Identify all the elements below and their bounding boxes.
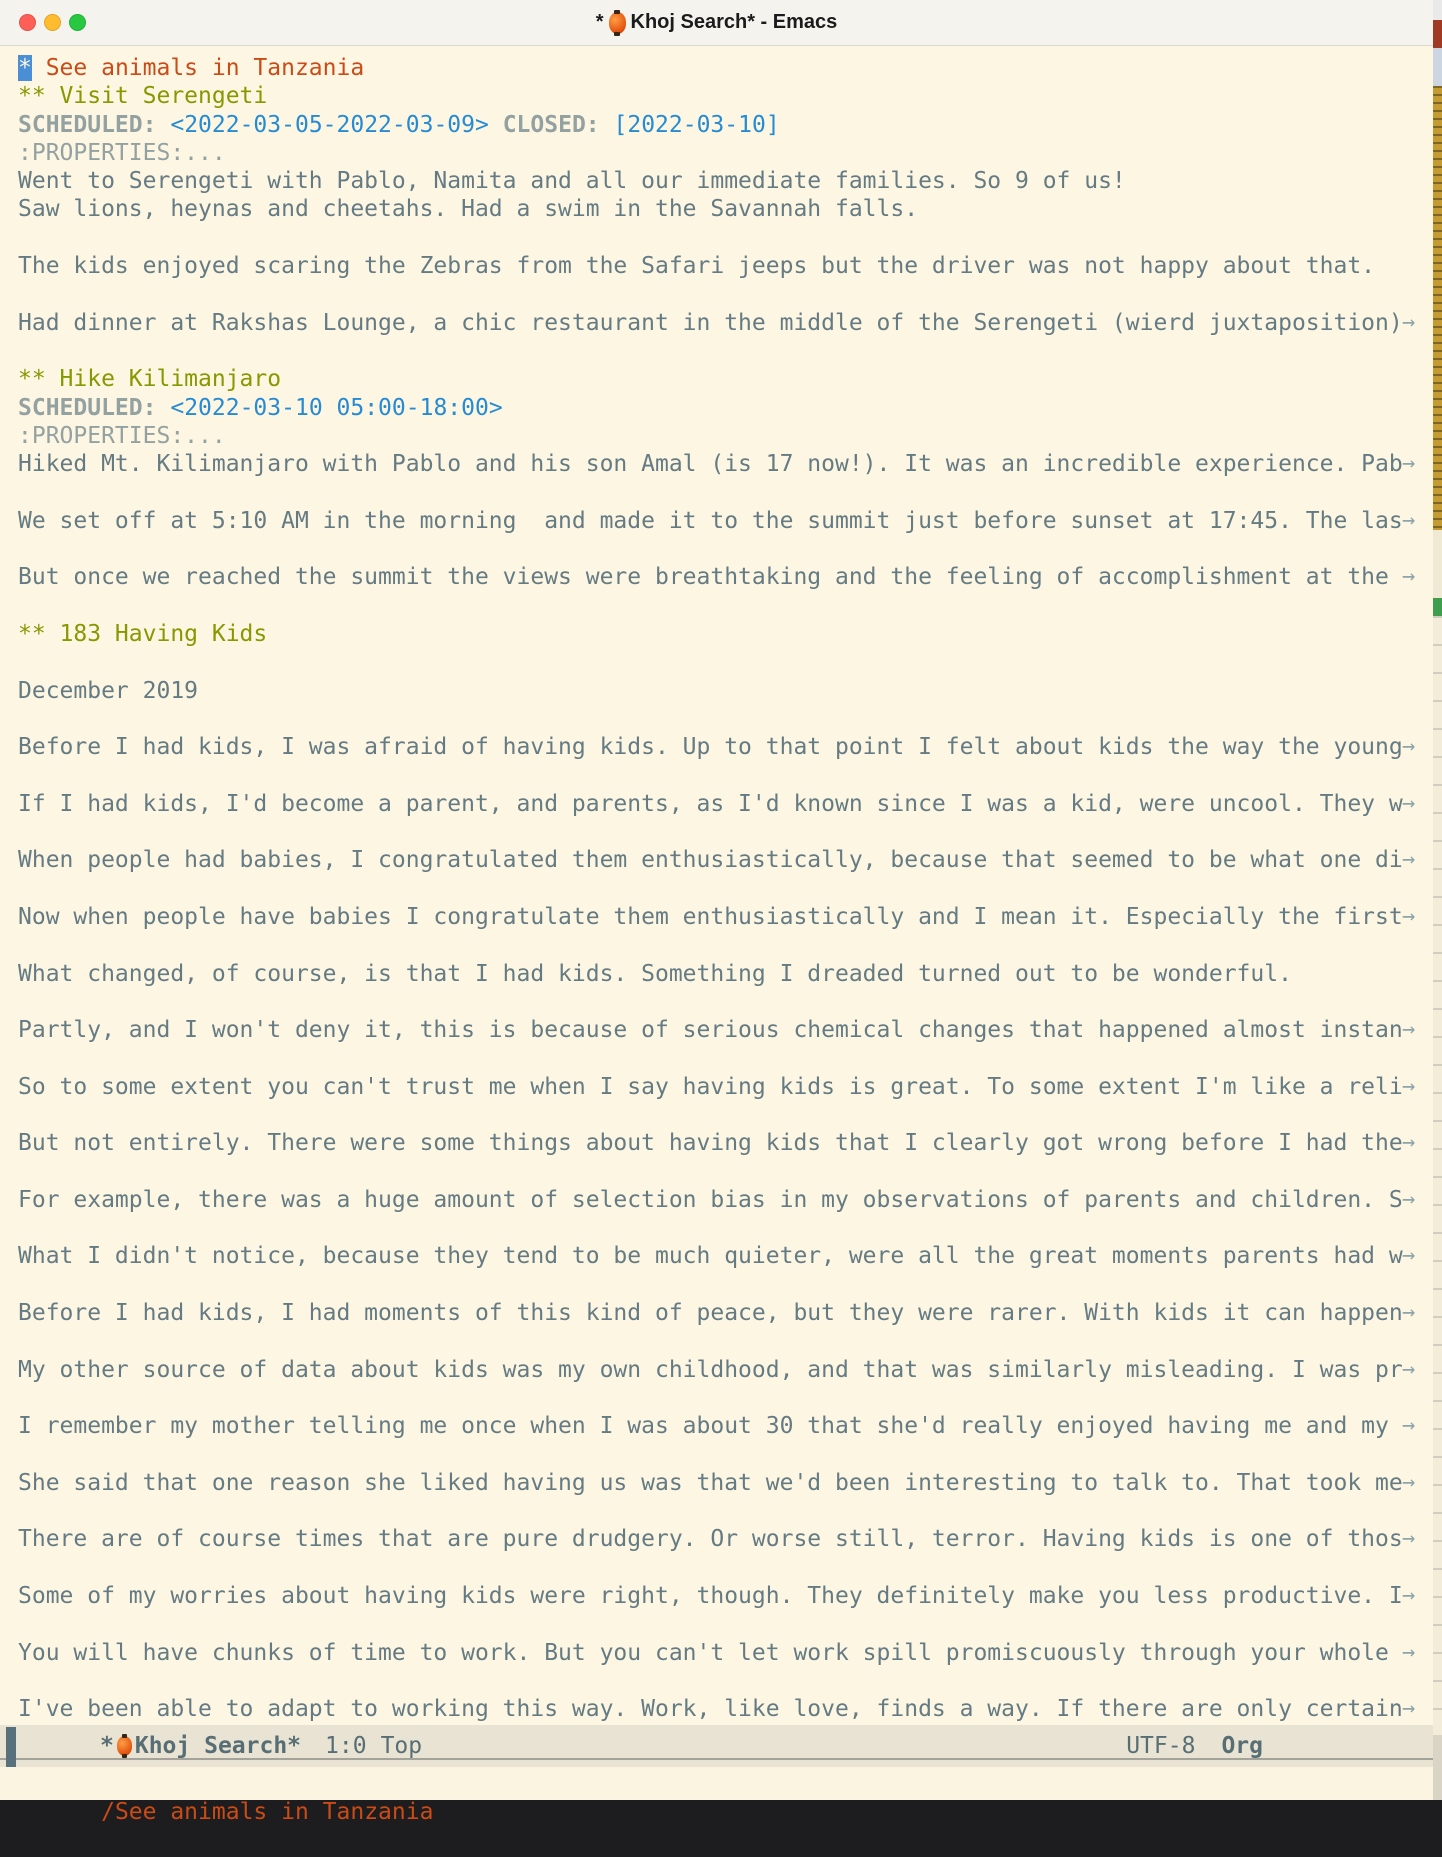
- buffer-line: [18, 705, 1433, 733]
- truncation-arrow-icon: →: [1402, 1696, 1416, 1722]
- buffer-line: [18, 648, 1433, 676]
- buffer-line: [18, 54, 1433, 82]
- buffer-text: Hiked Mt. Kilimanjaro with Pablo and his son Amal (is 17 now!). It was an incredible experience. Pab: [18, 451, 1403, 478]
- truncation-arrow-icon: →: [1402, 1243, 1416, 1269]
- minibuffer-text: /See animals in Tanzania: [101, 1799, 434, 1825]
- buffer-text: What changed, of course, is that I had kids. Something I dreaded turned out to be wonderful.: [18, 960, 1292, 987]
- truncation-arrow-icon: →: [1402, 734, 1416, 760]
- buffer-line: [18, 1242, 1433, 1270]
- buffer-line: [18, 1214, 1433, 1242]
- buffer-text: :PROPERTIES:...: [18, 139, 226, 166]
- buffer-line: [18, 1186, 1433, 1214]
- buffer-line: [18, 1101, 1433, 1129]
- buffer-text: See animals in Tanzania: [31, 55, 365, 81]
- buffer-text: ** Hike Kilimanjaro: [18, 366, 282, 393]
- truncation-arrow-icon: →: [1402, 1639, 1416, 1665]
- mode-line-left: [100, 1733, 422, 1759]
- truncation-arrow-icon: →: [1402, 1130, 1416, 1156]
- truncation-arrow-icon: →: [1402, 1413, 1416, 1439]
- buffer-line: [18, 252, 1433, 280]
- buffer-text: <2022-03-10 05:00-18:00>: [170, 394, 503, 421]
- buffer-line: [18, 761, 1433, 789]
- buffer-text: ** Visit Serengeti: [18, 83, 268, 110]
- traffic-lights: [19, 14, 86, 31]
- truncation-arrow-icon: →: [1402, 507, 1416, 533]
- buffer-text: <2022-03-05-2022-03-09>: [170, 111, 489, 138]
- buffer-line: [18, 111, 1433, 139]
- buffer-line: [18, 337, 1433, 365]
- buffer-name-prefix: *: [100, 1733, 114, 1759]
- truncation-arrow-icon: →: [1402, 1186, 1416, 1212]
- buffer-line: [18, 167, 1433, 195]
- buffer-text: But once we reached the summit the views were breathtaking and the feeling of accomplishment at the: [18, 564, 1403, 591]
- buffer-text: When people had babies, I congratulated them enthusiastically, because that seemed to be what one di: [18, 847, 1403, 874]
- buffer-text: Now when people have babies I congratulate them enthusiastically and I mean it. Especially the first: [18, 903, 1403, 930]
- cursor-position: 1:0: [325, 1733, 367, 1759]
- buffer-text: Saw lions, heynas and cheetahs. Had a swim in the Savannah falls.: [18, 196, 919, 223]
- buffer-text: Before I had kids, I had moments of this kind of peace, but they were rarer. With kids it can happen: [18, 1300, 1403, 1327]
- buffer-text: The kids enjoyed scaring the Zebras from the Safari jeeps but the driver was not happy about that.: [18, 253, 1376, 280]
- encoding-label: UTF-8: [1126, 1733, 1196, 1759]
- buffer-line: [18, 790, 1433, 818]
- buffer-text: For example, there was a huge amount of selection bias in my observations of parents and children. S: [18, 1186, 1403, 1213]
- buffer-text: Went to Serengeti with Pablo, Namita and all our immediate families. So 9 of us!: [18, 168, 1126, 195]
- buffer-line: [18, 592, 1433, 620]
- buffer-line: [18, 1158, 1433, 1186]
- buffer-text: My other source of data about kids was my own childhood, and that was similarly misleading. I was pr: [18, 1356, 1403, 1383]
- buffer-line: [18, 1667, 1433, 1695]
- title-prefix: *: [595, 11, 604, 33]
- buffer-line: [18, 818, 1433, 846]
- sliver-segment: [1433, 48, 1442, 86]
- buffer-line: [18, 1299, 1433, 1327]
- buffer-text: Before I had kids, I was afraid of having kids. Up to that point I felt about kids the way the young: [18, 734, 1403, 761]
- lantern-icon: [609, 12, 626, 34]
- buffer-text: Some of my worries about having kids were right, though. They definitely make you less productive. I: [18, 1583, 1403, 1610]
- truncation-arrow-icon: →: [1402, 1469, 1416, 1495]
- title-text: Khoj Search* - Emacs: [630, 11, 838, 33]
- buffer-text: We set off at 5:10 AM in the morning and made it to the summit just before sunset at 17:45. The las: [18, 507, 1403, 534]
- mode-line-right: [1126, 1733, 1263, 1759]
- buffer-line: [18, 1384, 1433, 1412]
- buffer-line: [18, 507, 1433, 535]
- buffer-line: [18, 960, 1433, 988]
- close-button[interactable]: [19, 14, 36, 31]
- buffer-line: [18, 1639, 1433, 1667]
- buffer-line: [18, 450, 1433, 478]
- buffer-line: [18, 677, 1433, 705]
- truncation-arrow-icon: →: [1402, 564, 1416, 590]
- buffer-line: [18, 1073, 1433, 1101]
- truncation-arrow-icon: →: [1402, 1356, 1416, 1382]
- buffer-line: [18, 1327, 1433, 1355]
- buffer-line: [18, 620, 1433, 648]
- truncation-arrow-icon: →: [1402, 1017, 1416, 1043]
- buffer-text: You will have chunks of time to work. But you can't let work spill promiscuously through your whole: [18, 1639, 1403, 1666]
- buffer-line: [18, 195, 1433, 223]
- buffer-line: [18, 394, 1433, 422]
- buffer-line: [18, 535, 1433, 563]
- buffer-line: [18, 1497, 1433, 1525]
- truncation-arrow-icon: →: [1402, 903, 1416, 929]
- mode-line-scroll-indicator[interactable]: [6, 1727, 16, 1767]
- mode-line: [0, 1725, 1433, 1767]
- truncation-arrow-icon: →: [1402, 790, 1416, 816]
- buffer-line: [18, 280, 1433, 308]
- buffer-line: [18, 1356, 1433, 1384]
- window-title: [596, 11, 838, 34]
- text-cursor: *: [18, 55, 32, 81]
- sliver-segment: [1433, 1735, 1442, 1800]
- buffer-line: [18, 1016, 1433, 1044]
- buffer-name[interactable]: Khoj Search*: [134, 1733, 302, 1759]
- truncation-arrow-icon: →: [1402, 847, 1416, 873]
- truncation-arrow-icon: →: [1402, 1526, 1416, 1552]
- buffer-line: [18, 1412, 1433, 1440]
- sliver-segment: [1433, 86, 1442, 530]
- buffer-text: I've been able to adapt to working this way. Work, like love, finds a way. If there are only certain: [18, 1696, 1403, 1723]
- buffer-line: [18, 988, 1433, 1016]
- buffer[interactable]: [0, 46, 1433, 1725]
- buffer-text: [156, 112, 170, 138]
- title-bar: [0, 0, 1433, 46]
- buffer-text: She said that one reason she liked having us was that we'd been interesting to talk to. That took me: [18, 1469, 1403, 1496]
- buffer-text: [600, 112, 614, 138]
- buffer-line: [18, 139, 1433, 167]
- buffer-line: [18, 1695, 1433, 1723]
- buffer-line: [18, 365, 1433, 393]
- truncation-arrow-icon: →: [1402, 451, 1416, 477]
- buffer-text: But not entirely. There were some things about having kids that I clearly got wrong before I had the: [18, 1130, 1403, 1157]
- buffer-line: [18, 1582, 1433, 1610]
- buffer-line: [18, 309, 1433, 337]
- sliver-segment: [1433, 598, 1442, 616]
- buffer-text: SCHEDULED:: [18, 111, 157, 138]
- buffer-line: [18, 931, 1433, 959]
- buffer-line: [18, 903, 1433, 931]
- buffer-line: [18, 1271, 1433, 1299]
- sliver-segment: [1433, 530, 1442, 598]
- buffer-line: [18, 733, 1433, 761]
- buffer-line: [18, 1044, 1433, 1072]
- sliver-segment: [1433, 20, 1442, 48]
- sliver-segment: [1433, 616, 1442, 1735]
- buffer-line: [18, 1469, 1433, 1497]
- buffer-line: [18, 478, 1433, 506]
- buffer-text: There are of course times that are pure drudgery. Or worse still, terror. Having kids is one of thos: [18, 1526, 1403, 1553]
- background-window-sliver: [1433, 0, 1442, 1800]
- buffer-text: So to some extent you can't trust me when I say having kids is great. To some extent I'm like a reli: [18, 1073, 1403, 1100]
- truncation-arrow-icon: →: [1402, 1583, 1416, 1609]
- sliver-segment: [1433, 0, 1442, 20]
- buffer-text: CLOSED:: [502, 111, 600, 138]
- truncation-arrow-icon: →: [1402, 1300, 1416, 1326]
- buffer-text: ** 183 Having Kids: [18, 620, 268, 647]
- buffer-text: Partly, and I won't deny it, this is because of serious chemical changes that happened almost instan: [18, 1017, 1403, 1044]
- buffer-line: [18, 1554, 1433, 1582]
- buffer-text: [156, 395, 170, 421]
- buffer-line: [18, 1525, 1433, 1553]
- major-mode-label[interactable]: Org: [1221, 1733, 1263, 1759]
- buffer-text: What I didn't notice, because they tend to be much quieter, were all the great moments parents had w: [18, 1243, 1403, 1270]
- scroll-position: Top: [380, 1733, 423, 1759]
- buffer-line: [18, 422, 1433, 450]
- minimize-button[interactable]: [44, 14, 61, 31]
- buffer-line: [18, 875, 1433, 903]
- lantern-icon: [117, 1736, 132, 1756]
- buffer-text: December 2019: [18, 677, 199, 704]
- buffer-line: [18, 563, 1433, 591]
- zoom-button[interactable]: [69, 14, 86, 31]
- buffer-text: I remember my mother telling me once when I was about 30 that she'd really enjoyed having me and my: [18, 1413, 1403, 1440]
- buffer-text: If I had kids, I'd become a parent, and parents, as I'd known since I was a kid, were uncool. They w: [18, 790, 1403, 817]
- truncation-arrow-icon: →: [1402, 309, 1416, 335]
- minibuffer[interactable]: [0, 1767, 1433, 1825]
- buffer-text: [2022-03-10]: [613, 111, 780, 138]
- buffer-text: SCHEDULED:: [18, 394, 157, 421]
- buffer-line: [18, 846, 1433, 874]
- truncation-arrow-icon: →: [1402, 1073, 1416, 1099]
- buffer-line: [18, 82, 1433, 110]
- buffer-lines: [18, 54, 1433, 1724]
- buffer-text: [489, 112, 503, 138]
- buffer-line: [18, 224, 1433, 252]
- buffer-line: [18, 1129, 1433, 1157]
- buffer-text: Had dinner at Rakshas Lounge, a chic restaurant in the middle of the Serengeti (wierd juxtaposition): [18, 309, 1403, 336]
- buffer-text: :PROPERTIES:...: [18, 422, 226, 449]
- buffer-line: [18, 1441, 1433, 1469]
- buffer-line: [18, 1610, 1433, 1638]
